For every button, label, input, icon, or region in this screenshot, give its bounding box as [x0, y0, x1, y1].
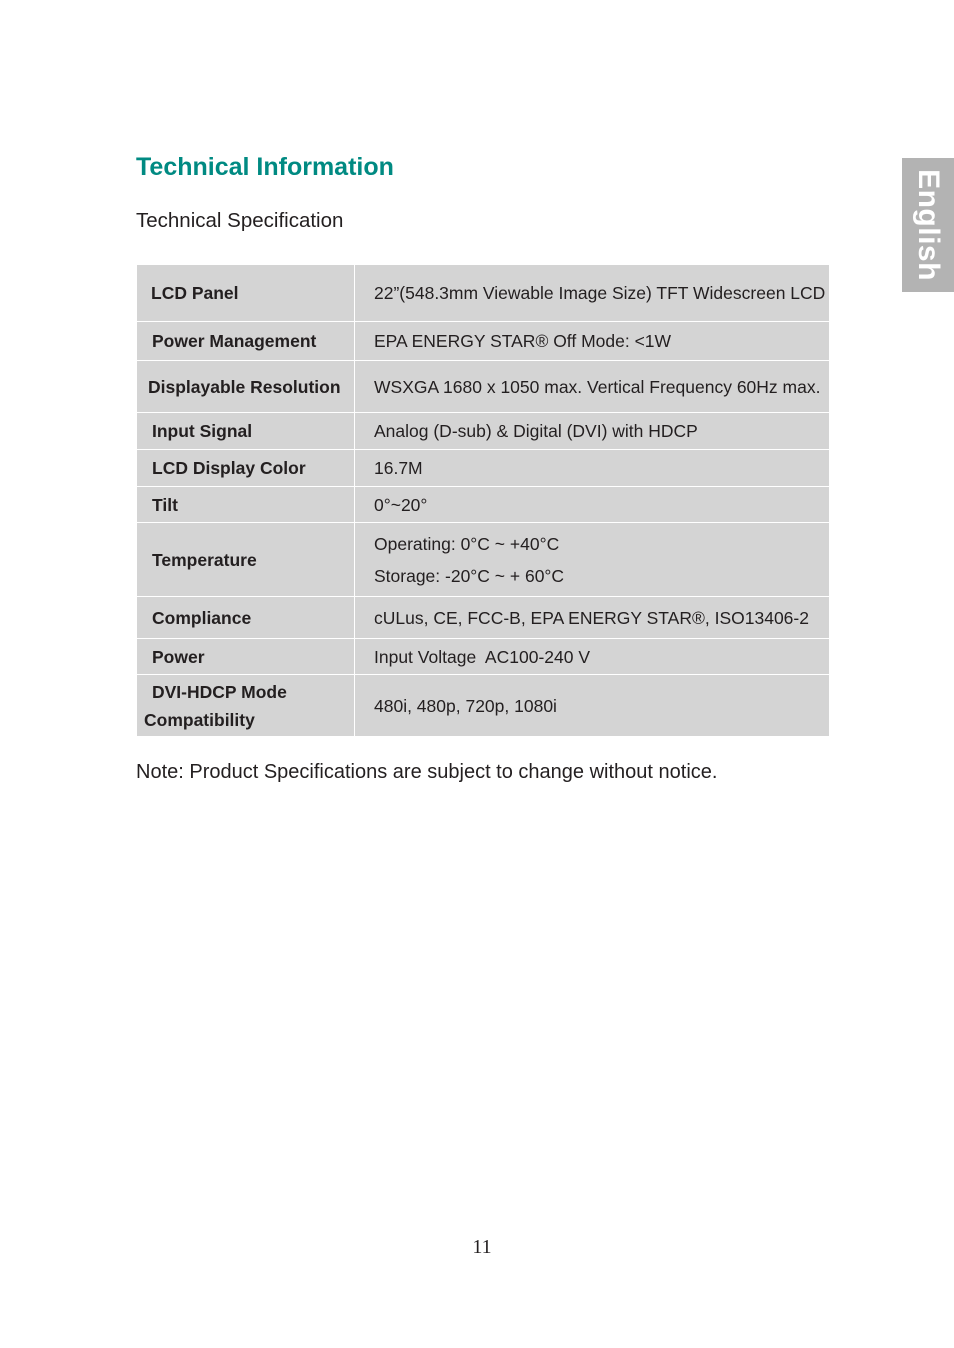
spec-label-power-management: Power Management	[137, 322, 355, 361]
page-title: Technical Information	[136, 153, 394, 181]
spec-value-power: Input Voltage AC100-240 V	[355, 639, 830, 675]
spec-value-displayable-resolution: WSXGA 1680 x 1050 max. Vertical Frequency 60Hz max.	[355, 361, 830, 413]
spec-value-tilt: 0°~20°	[355, 487, 830, 523]
spec-value-power-management: EPA ENERGY STAR® Off Mode: <1W	[355, 322, 830, 361]
spec-value-dvi-hdcp: 480i, 480p, 720p, 1080i	[355, 675, 830, 737]
temperature-storage: Storage: -20°C ~ + 60°C	[374, 565, 565, 586]
dvi-hdcp-label-line1: DVI-HDCP Mode	[152, 681, 287, 702]
footnote: Note: Product Specifications are subject to change without notice.	[136, 761, 718, 783]
temperature-operating: Operating: 0°C ~ +40°C	[374, 533, 560, 554]
table-row	[137, 675, 830, 737]
dvi-hdcp-label-line2: Compatibility	[144, 709, 255, 730]
spec-value-lcd-panel: 22”(548.3mm Viewable Image Size) TFT Widescreen LCD	[355, 265, 830, 322]
spec-label-dvi-hdcp	[137, 675, 355, 737]
spec-label-power: Power	[137, 639, 355, 675]
spec-table	[136, 264, 830, 737]
table-row	[137, 597, 830, 639]
spec-label-compliance: Compliance	[137, 597, 355, 639]
spec-label-lcd-panel: LCD Panel	[137, 265, 355, 322]
language-label: English	[912, 169, 945, 281]
table-row	[137, 523, 830, 597]
spec-value-input-signal: Analog (D-sub) & Digital (DVI) with HDCP	[355, 413, 830, 450]
section-subtitle: Technical Specification	[136, 209, 344, 232]
spec-label-temperature: Temperature	[137, 523, 355, 597]
spec-label-tilt: Tilt	[137, 487, 355, 523]
spec-label-input-signal: Input Signal	[137, 413, 355, 450]
table-row	[137, 322, 830, 361]
spec-value-temperature	[355, 523, 830, 597]
table-row	[137, 265, 830, 322]
table-row	[137, 487, 830, 523]
table-row	[137, 361, 830, 413]
spec-label-lcd-display-color: LCD Display Color	[137, 450, 355, 487]
table-row	[137, 639, 830, 675]
spec-value-compliance: cULus, CE, FCC-B, EPA ENERGY STAR®, ISO13406-2	[355, 597, 830, 639]
page-number: 11	[472, 1236, 492, 1258]
language-side-tab	[902, 158, 954, 292]
spec-value-lcd-display-color: 16.7M	[355, 450, 830, 487]
spec-label-displayable-resolution: Displayable Resolution	[137, 361, 355, 413]
table-row	[137, 413, 830, 450]
table-row	[137, 450, 830, 487]
